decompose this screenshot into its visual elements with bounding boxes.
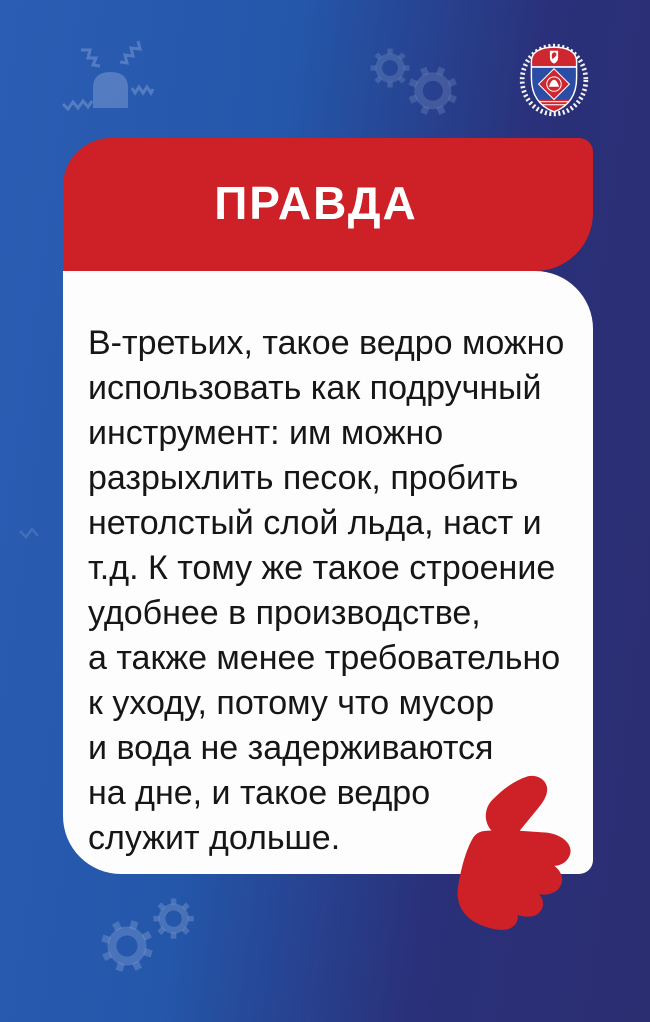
gears-icon [95, 893, 220, 981]
card-title: ПРАВДА [214, 176, 418, 229]
text-line: удобнее в производстве, [88, 594, 481, 632]
thumbs-up-icon [438, 768, 608, 952]
text-line: использовать как подручный [88, 369, 542, 407]
text-line: служит дольше. [88, 819, 341, 857]
text-line: а также менее требовательно [88, 639, 561, 677]
text-line: т.д. К тому же такое строение [88, 549, 556, 587]
text-line: В-третьих, такое ведро можно [88, 324, 565, 362]
siren-icon [52, 32, 160, 116]
sparkle-zigzag-icon [16, 523, 46, 547]
text-line: на дне, и такое ведро [88, 774, 431, 812]
text-line: к уходу, потому что мусор [88, 684, 495, 722]
moscow-fire-rescue-emblem [519, 42, 589, 118]
card-header [63, 138, 593, 271]
gears-icon [362, 46, 462, 118]
text-line: и вода не задерживаются [88, 729, 494, 767]
text-line: инструмент: им можно [88, 414, 444, 452]
text-line: нетолстый слой льда, наст и [88, 504, 542, 542]
text-line: разрыхлить песок, пробить [88, 459, 519, 497]
